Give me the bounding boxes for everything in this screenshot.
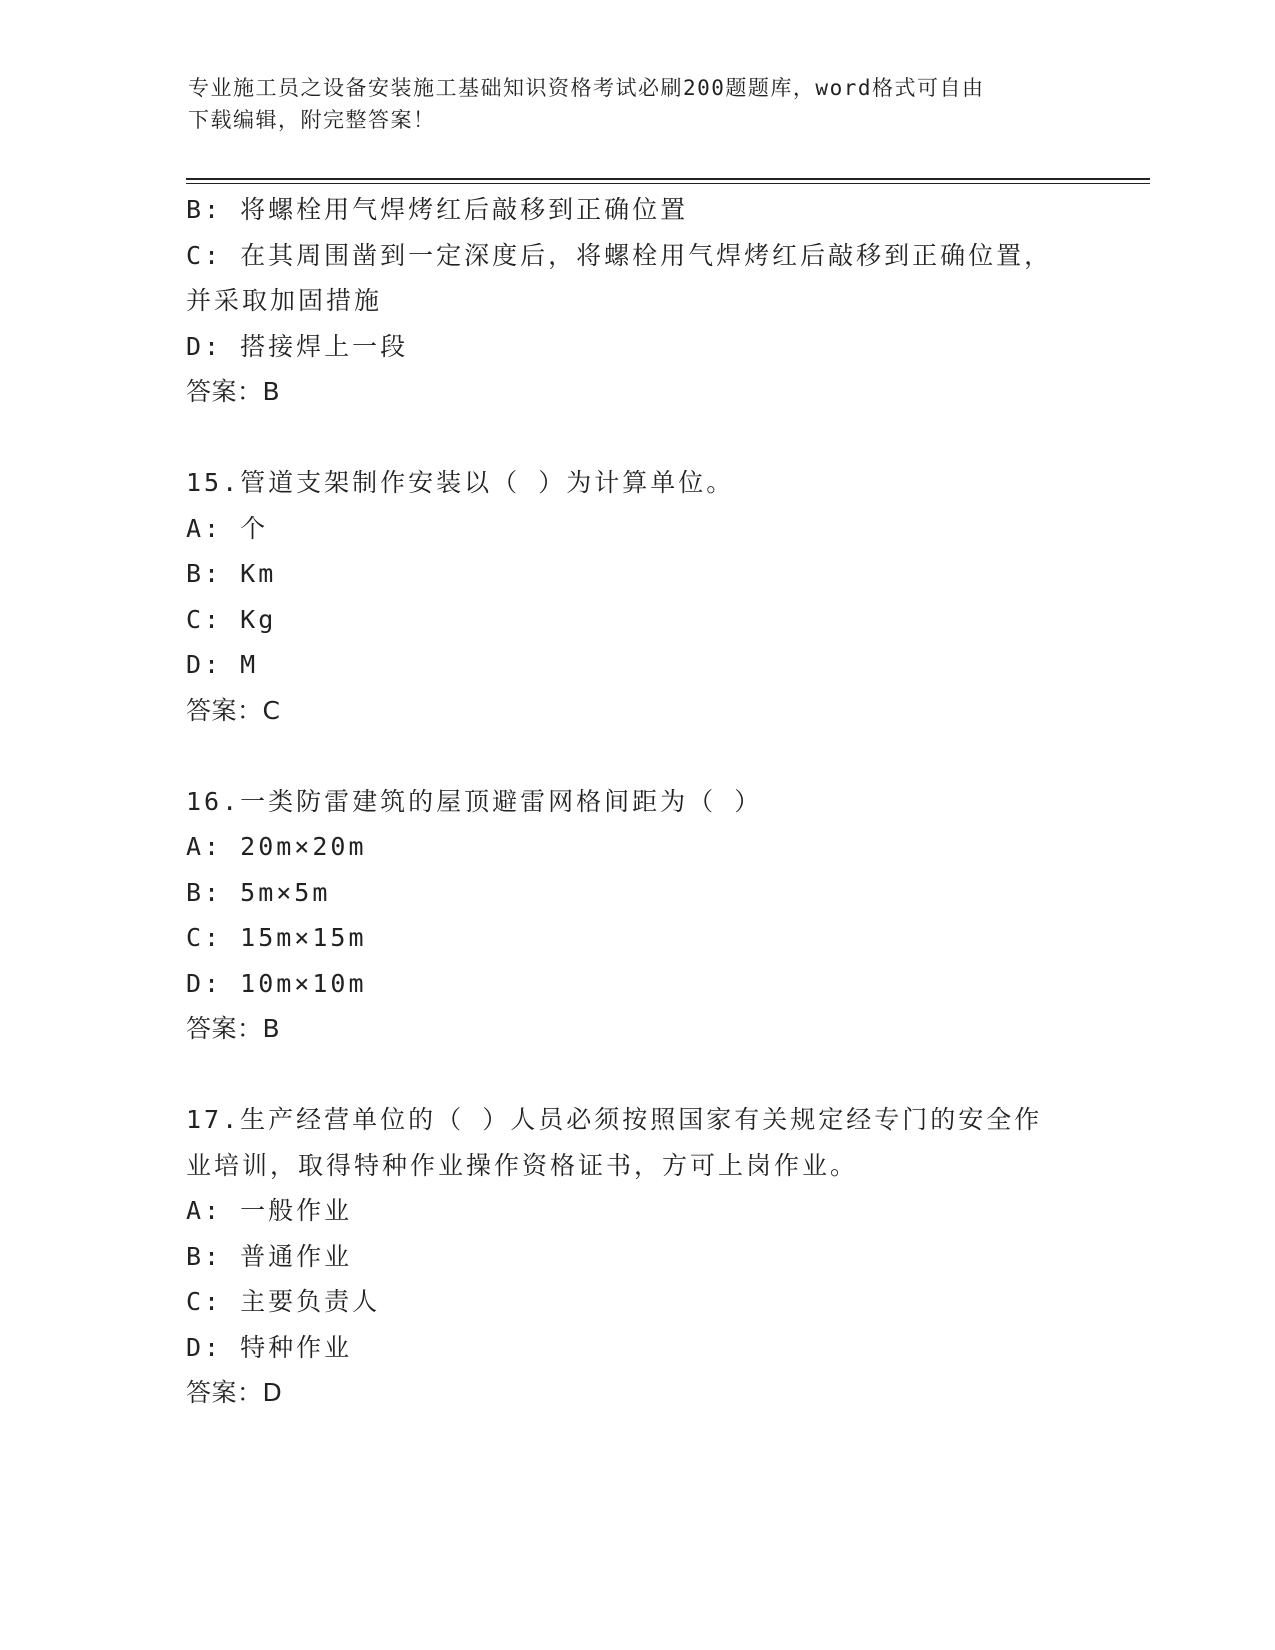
question-text: 17.生产经营单位的（ ）人员必须按照国家有关规定经专门的安全作 xyxy=(186,1105,1043,1134)
question-block-15 xyxy=(186,460,1086,733)
header-divider-bottom xyxy=(186,183,1150,184)
spacer xyxy=(186,733,1086,779)
question-list xyxy=(186,187,1086,1416)
document-header xyxy=(188,72,1078,136)
option-d: D: M xyxy=(186,650,259,679)
option-c: C: 在其周围凿到一定深度后，将螺栓用气焊烤红后敲移到正确位置， xyxy=(186,240,1053,270)
spacer xyxy=(186,1052,1086,1098)
answer: 答案：D xyxy=(186,1378,283,1407)
option-c-continued: 并采取加固措施 xyxy=(186,286,383,315)
answer: 答案：B xyxy=(186,1014,281,1043)
option-b: B: Km xyxy=(186,559,277,588)
header-title-line-2: 下载编辑，附完整答案！ xyxy=(188,108,436,132)
option-b: B: 将螺栓用气焊烤红后敲移到正确位置 xyxy=(186,195,689,224)
question-text-continued: 业培训，取得特种作业操作资格证书，方可上岗作业。 xyxy=(186,1150,859,1180)
option-a: A: 一般作业 xyxy=(186,1196,353,1225)
option-d: D: 特种作业 xyxy=(186,1332,353,1362)
option-b: B: 普通作业 xyxy=(186,1241,353,1271)
answer: 答案：C xyxy=(186,695,281,725)
answer: 答案：B xyxy=(186,377,281,406)
option-d: D: 搭接焊上一段 xyxy=(186,331,409,361)
header-divider-top xyxy=(186,178,1150,180)
question-text: 15.管道支架制作安装以（ ）为计算单位。 xyxy=(186,468,735,497)
option-a: A: 20m×20m xyxy=(186,832,367,861)
option-c: C: Kg xyxy=(186,604,277,634)
question-block-16 xyxy=(186,779,1086,1052)
question-block-17 xyxy=(186,1097,1086,1416)
spacer xyxy=(186,415,1086,461)
option-d: D: 10m×10m xyxy=(186,968,367,998)
option-c: C: 主要负责人 xyxy=(186,1287,381,1316)
question-block-14 xyxy=(186,187,1086,415)
option-a: A: 个 xyxy=(186,513,269,543)
option-c: C: 15m×15m xyxy=(186,923,367,952)
question-text: 16.一类防雷建筑的屋顶避雷网格间距为（ ） xyxy=(186,786,763,816)
option-b: B: 5m×5m xyxy=(186,877,331,907)
header-title-line-1: 专业施工员之设备安装施工基础知识资格考试必刷200题题库，word格式可自由 xyxy=(188,76,985,100)
